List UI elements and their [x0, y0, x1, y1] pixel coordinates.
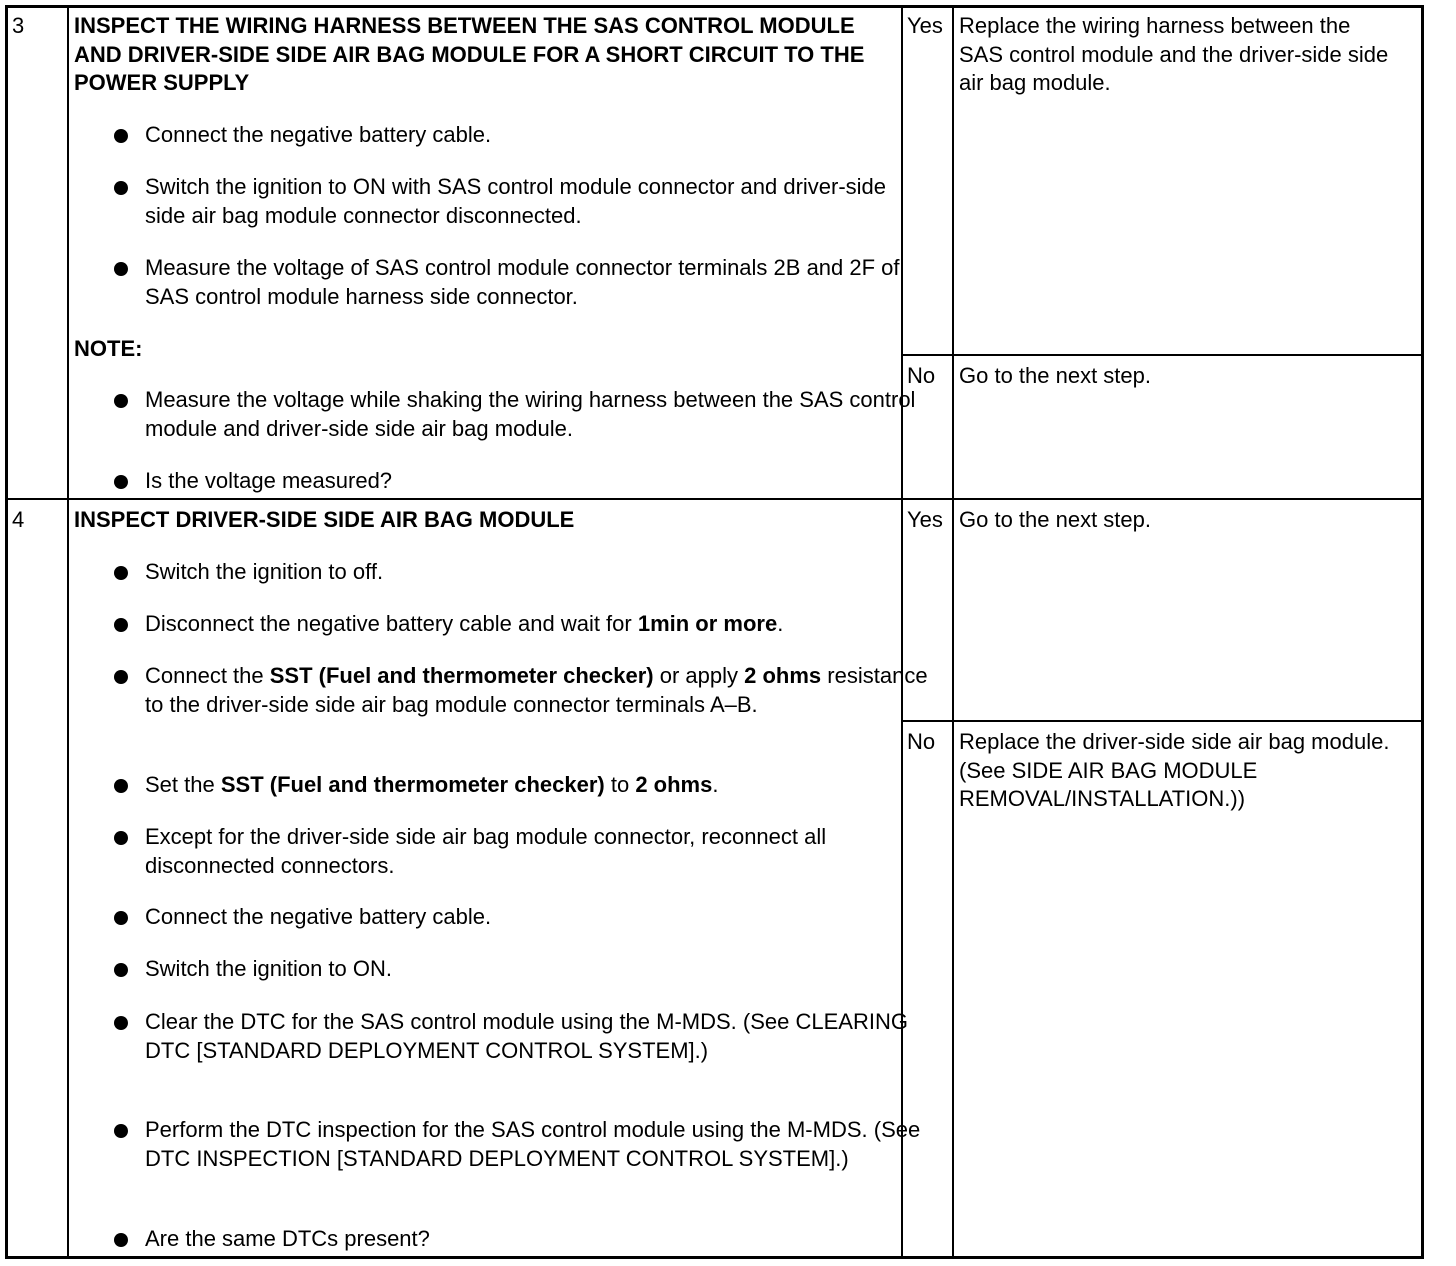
yes-action: Replace the wiring harness between the SAS control module and the driver-side side air bag module. [959, 13, 1389, 95]
no-action: Go to the next step. [959, 363, 1152, 388]
list-item: Switch the ignition to ON with SAS control module connector and driver-side side air bag module connector disconnected. [74, 173, 905, 230]
bullet-icon [114, 1016, 128, 1030]
yes-label: Yes [907, 13, 943, 38]
list-item: Measure the voltage of SAS control module connector terminals 2B and 2F of SAS control module harness side connector. [74, 254, 925, 311]
bullet-icon [114, 475, 128, 489]
column-divider [952, 5, 954, 1259]
column-divider [67, 5, 69, 1259]
yes-label: Yes [907, 507, 943, 532]
step-heading: INSPECT DRIVER-SIDE SIDE AIR BAG MODULE [74, 507, 575, 532]
step-number: 4 [12, 507, 25, 532]
list-item: Is the voltage measured? [74, 467, 945, 496]
list-item: Perform the DTC inspection for the SAS control module using the M-MDS. (See DTC INSPECTION [STANDARD DEPLOYMENT CONTROL SYSTEM].) [74, 1116, 925, 1173]
result-divider [901, 720, 1424, 722]
list-item: Are the same DTCs present? [74, 1225, 945, 1254]
list-item: Clear the DTC for the SAS control module using the M-MDS. (See CLEARING DTC [STANDARD DEPLOYMENT CONTROL SYSTEM].) [74, 1008, 925, 1065]
bullet-icon [114, 566, 128, 580]
bullet-icon [114, 618, 128, 632]
step-heading: INSPECT THE WIRING HARNESS BETWEEN THE SAS CONTROL MODULE AND DRIVER-SIDE SIDE AIR BAG MODULE FOR A SHORT CIRCUIT TO THE POWER SUPPLY [74, 13, 865, 95]
no-action: Replace the driver-side side air bag module. (See SIDE AIR BAG MODULE REMOVAL/INSTALLATION.)) [959, 729, 1390, 811]
list-item: Disconnect the negative battery cable and wait for 1min or more. [74, 610, 945, 639]
bullet-icon [114, 1124, 128, 1138]
bullet-icon [114, 129, 128, 143]
list-item: Set the SST (Fuel and thermometer checker) to 2 ohms. [74, 771, 945, 800]
list-item: Switch the ignition to off. [74, 558, 945, 587]
list-item: Connect the negative battery cable. [74, 121, 945, 150]
step-number: 3 [12, 13, 25, 38]
no-label: No [907, 729, 936, 754]
list-item: Except for the driver-side side air bag module connector, reconnect all disconnected connectors. [74, 823, 935, 880]
list-item: Switch the ignition to ON. [74, 955, 945, 984]
bullet-icon [114, 963, 128, 977]
list-item: Connect the negative battery cable. [74, 903, 945, 932]
list-item: Connect the SST (Fuel and thermometer checker) or apply 2 ohms resistance to the driver-side side air bag module connector terminals A–B. [74, 662, 945, 719]
no-label: No [907, 363, 936, 388]
bullet-icon [114, 1233, 128, 1247]
bullet-icon [114, 670, 128, 684]
list-item: Measure the voltage while shaking the wiring harness between the SAS control module and driver-side side air bag module. [74, 386, 925, 443]
row-divider [5, 498, 1424, 500]
bullet-icon [114, 911, 128, 925]
yes-action: Go to the next step. [959, 507, 1152, 532]
note-label: NOTE: [74, 336, 143, 361]
bullet-icon [114, 779, 128, 793]
bullet-icon [114, 181, 128, 195]
result-divider [901, 354, 1424, 356]
bullet-icon [114, 262, 128, 276]
bullet-icon [114, 394, 128, 408]
bullet-icon [114, 831, 128, 845]
